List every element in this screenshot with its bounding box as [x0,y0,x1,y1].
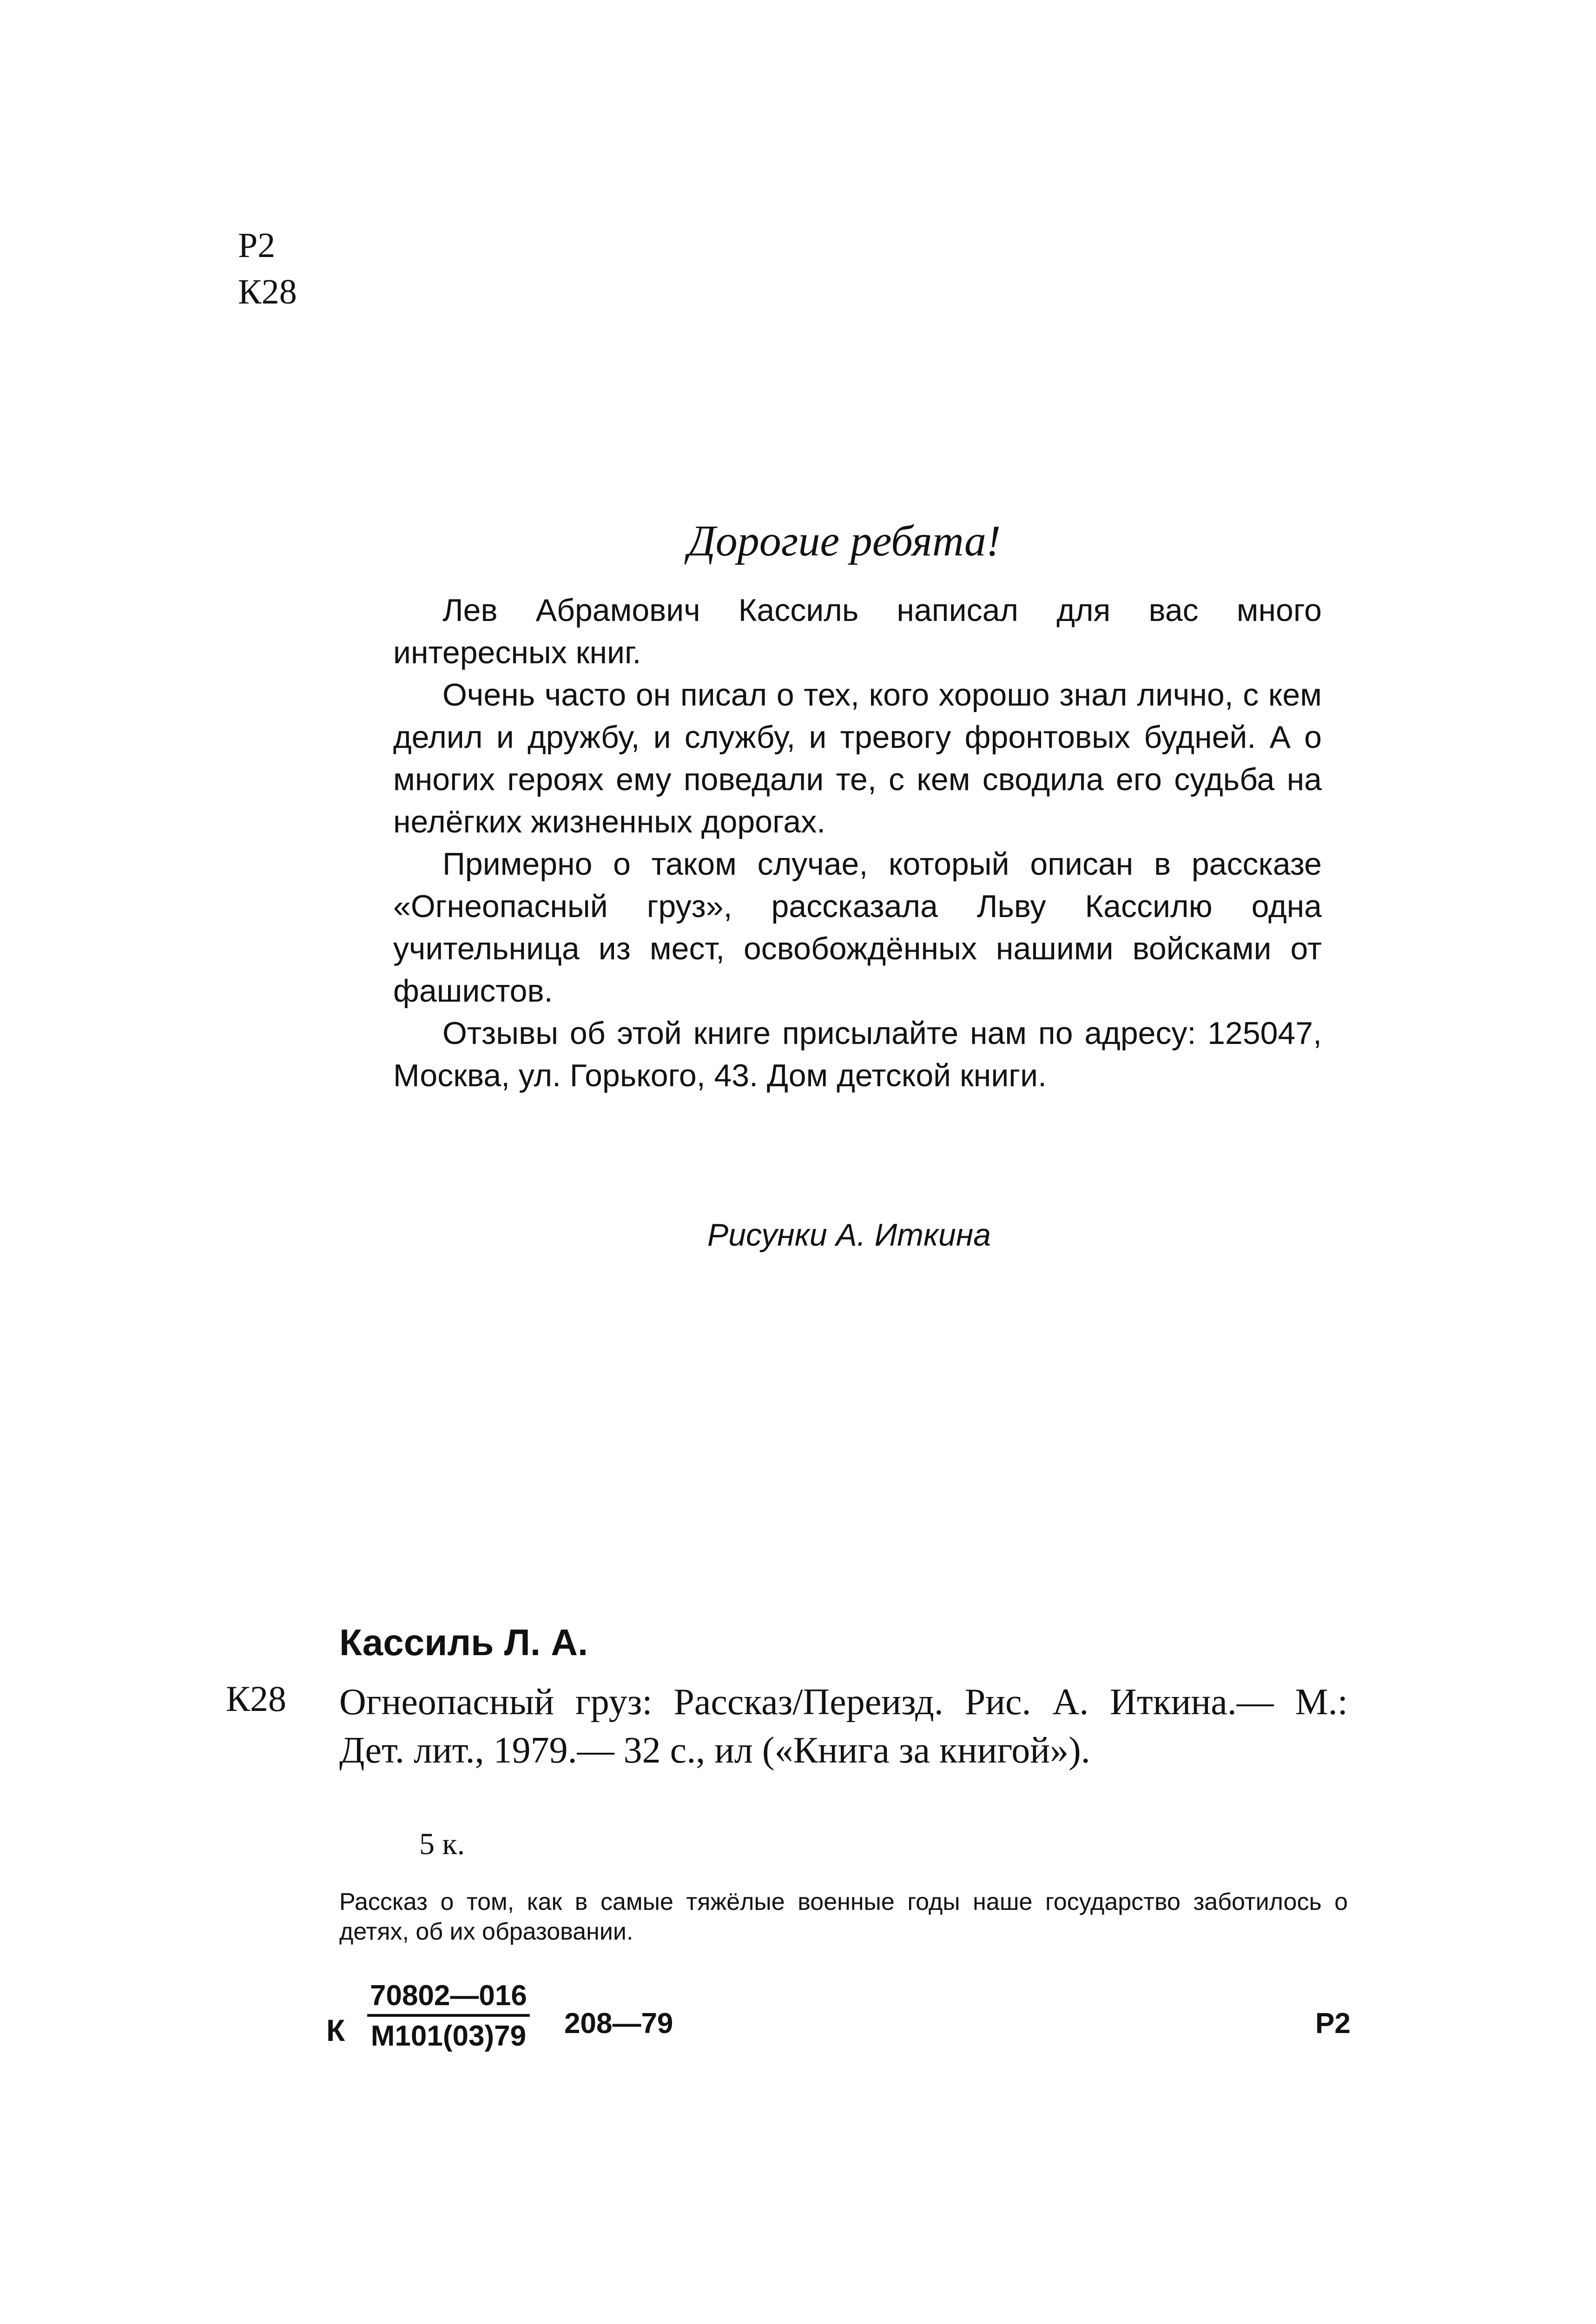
illustrator-credit: Рисунки А. Иткина [707,1217,991,1253]
greeting-heading: Дорогие ребята! [688,517,1001,565]
index-right-code: Р2 [1315,2007,1351,2040]
catalog-author: Кассиль Л. А. [339,1622,588,1663]
classification-codes [238,222,297,315]
index-fraction [367,1979,530,2053]
catalog-code: К28 [226,1678,287,1719]
letter-body [393,589,1322,1097]
index-tail: 208—79 [564,2007,673,2040]
index-numerator: 70802—016 [367,1979,530,2017]
letter-paragraph: Лев Абрамович Кассиль написал для вас много интересных книг. [393,593,1322,670]
letter-paragraph: Очень часто он писал о тех, кого хорошо знал лично, с кем делил и дружбу, и службу, и тревогу фронтовых будней. А о многих героях ему поведали те, с кем сводила его судьба на нелёгких жизненных дорогах. [393,677,1322,839]
code-line-1: Р2 [238,226,276,265]
letter-paragraph: Примерно о таком случае, который описан в рассказе «Огнеопасный груз», рассказала Льву Кассилю одна учительница из мест, освобождённых нашими войсками от фашистов. [393,846,1322,1009]
index-letter: К [326,2013,345,2047]
catalog-description: Огнеопасный груз: Рассказ/Переизд. Рис. А. Иткина.— М.: Дет. лит., 1979.— 32 с., ил («Книга за книгой»). [339,1682,1348,1771]
catalog-annotation: Рассказ о том, как в самые тяжёлые военные годы наше государство заботилось о детях, об их образовании. [339,1888,1348,1945]
catalog-price: 5 к. [419,1827,465,1861]
code-line-2: К28 [238,272,297,311]
index-denominator: М101(03)79 [370,2020,527,2052]
letter-paragraph: Отзывы об этой книге присылайте нам по адресу: 125047, Москва, ул. Горького, 43. Дом детской книги. [393,1016,1322,1093]
